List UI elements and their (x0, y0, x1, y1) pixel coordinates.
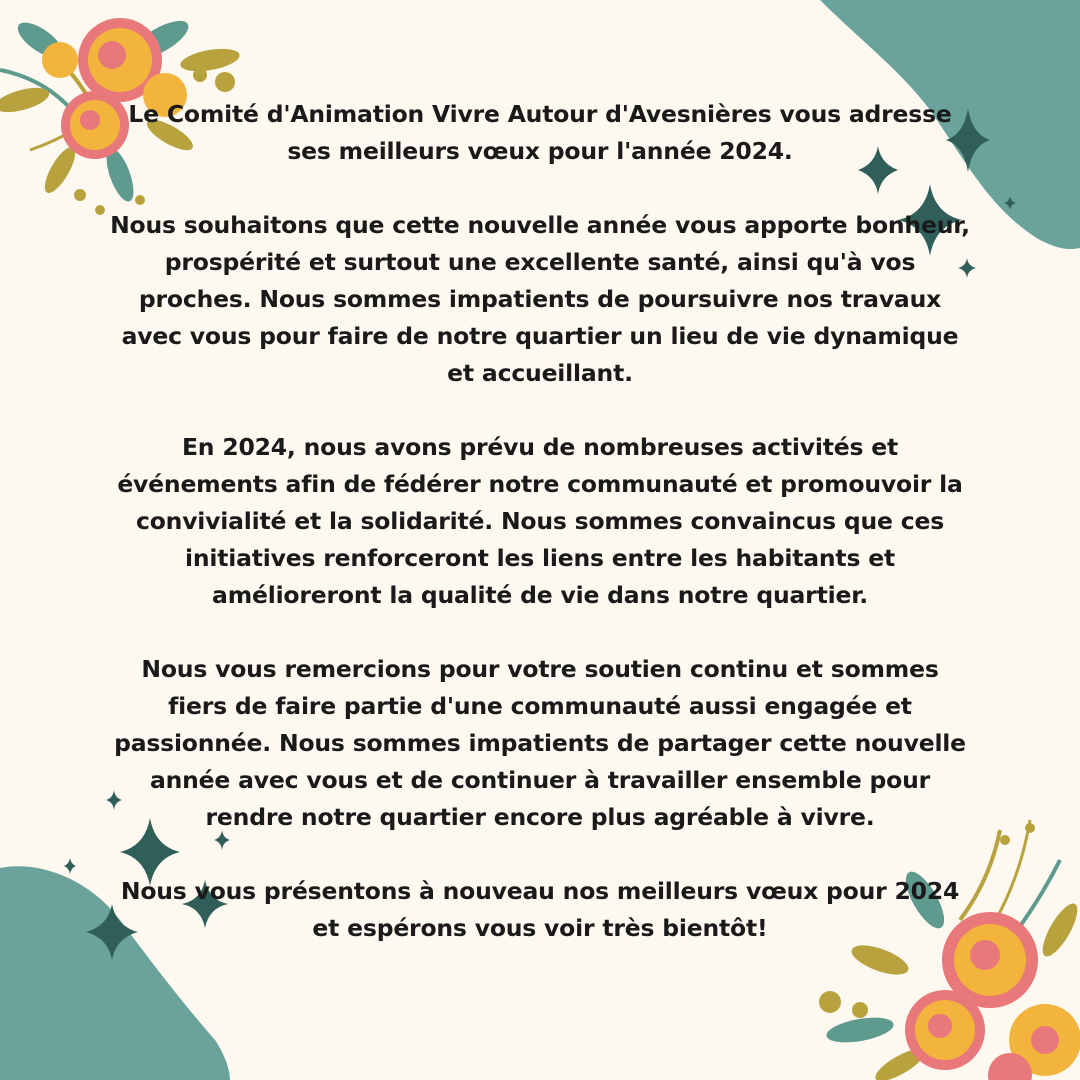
sparkle-icon (64, 858, 76, 874)
message-paragraph-thanks: Nous vous remercions pour votre soutien continu et sommes fiers de faire partie d'une communauté aussi engagée et passionnée. Nous sommes impatients de partager cette nouvelle année avec vous et de continuer à travailler ensemble pour rendre notre quartier encore plus agréable à vivre. (114, 655, 966, 831)
message-paragraph-activities: En 2024, nous avons prévu de nombreuses activités et événements afin de fédérer notre communauté et promouvoir la convivialité et la solidarité. Nous sommes convaincus que ces initiatives renforceront les liens entre les habitants et amélioreront la qualité de vie dans notre quartier. (117, 433, 963, 609)
message-paragraph-intro: Le Comité d'Animation Vivre Autour d'Avesnières vous adresse ses meilleurs vœux pour l'année 2024. (128, 100, 952, 165)
message-paragraph-wishes: Nous souhaitons que cette nouvelle année vous apporte bonheur, prospérité et surtout une excellente santé, ainsi qu'à vos proches. Nous sommes impatients de poursuivre nos travaux avec vous pour faire de notre quartier un lieu de vie dynamique et accueillant. (110, 211, 970, 387)
greeting-message (110, 96, 970, 947)
message-paragraph-closing: Nous vous présentons à nouveau nos meilleurs vœux pour 2024 et espérons vous voir très bientôt! (120, 877, 960, 942)
